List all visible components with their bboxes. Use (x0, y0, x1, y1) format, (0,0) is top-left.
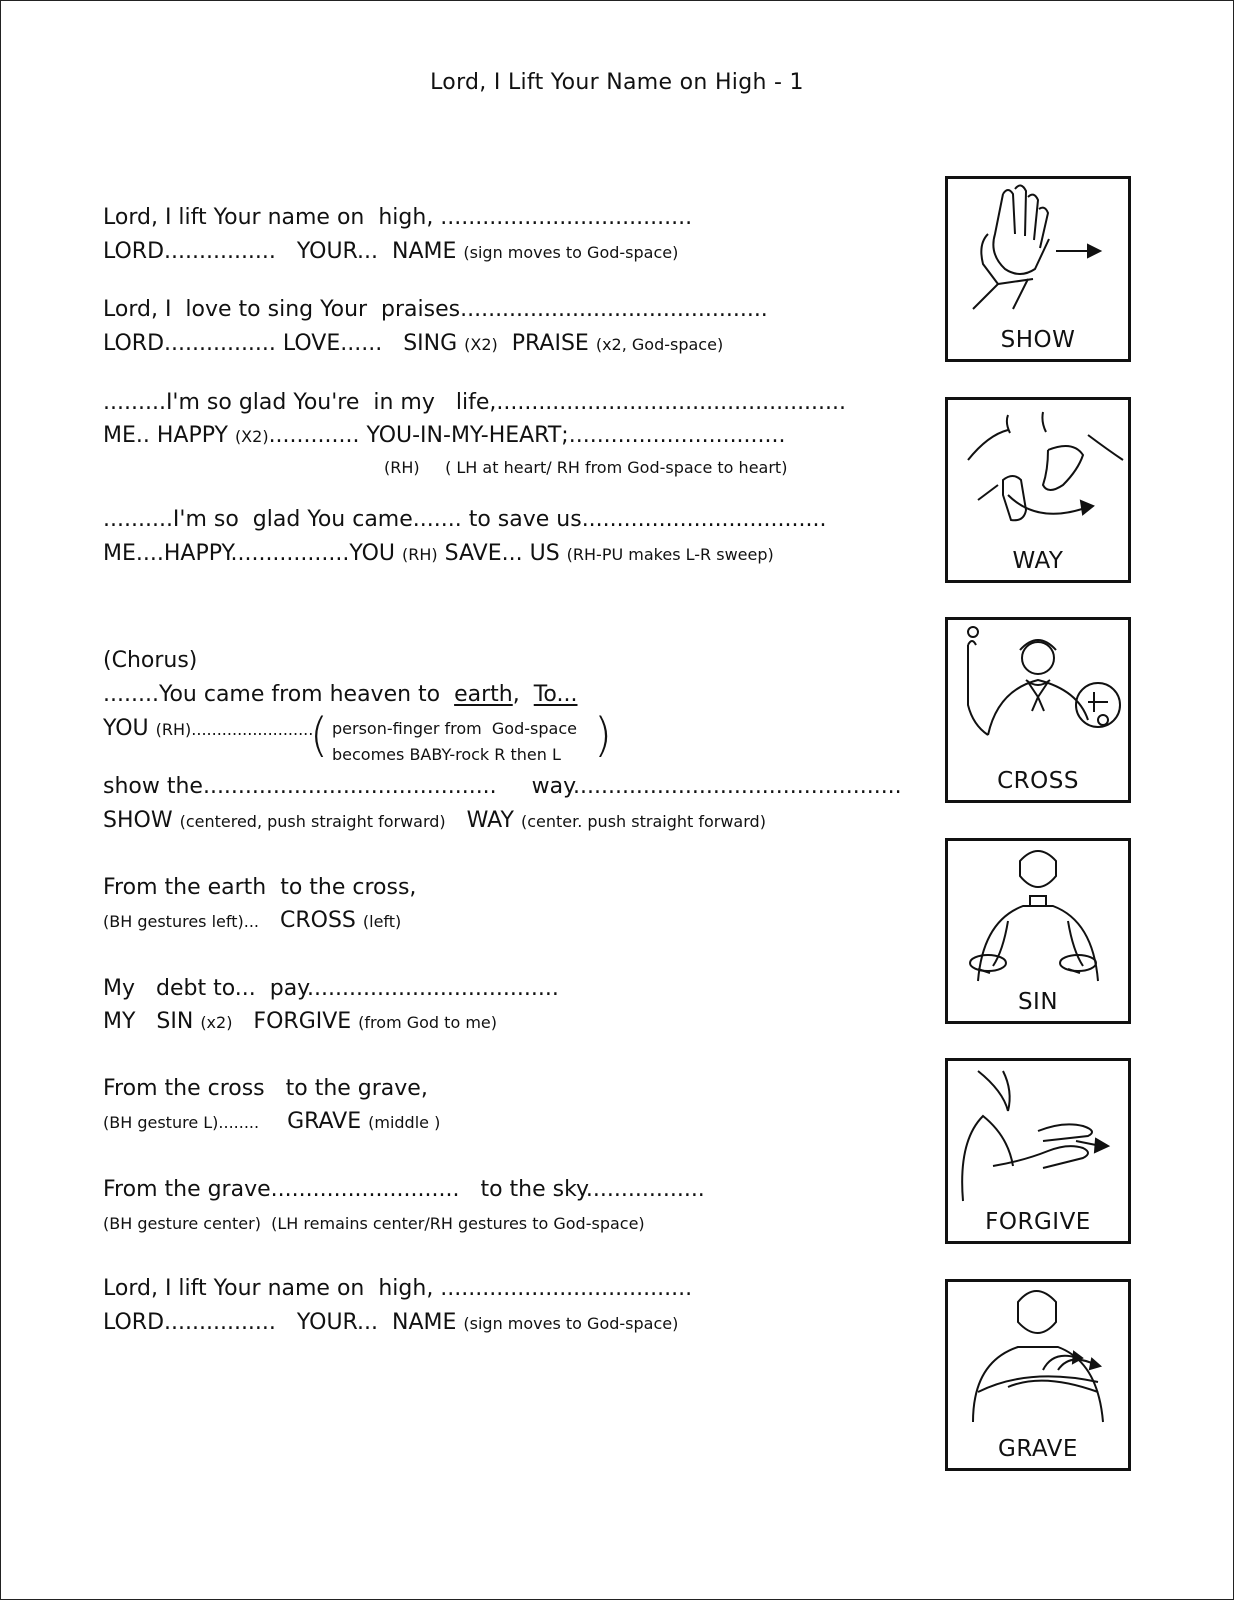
sign-note: (RH) ( LH at heart/ RH from God-space to heart) (384, 458, 788, 477)
lyric-line: Lord, I lift Your name on high, .................................... (103, 1276, 693, 1301)
sign-line: MY SIN (x2) FORGIVE (from God to me) (103, 1009, 497, 1034)
lyric-line: Lord, I lift Your name on high, .................................... (103, 205, 693, 230)
lyric-line: show the.......................................... way............................................... (103, 774, 902, 799)
lyric-line: From the earth to the cross, (103, 875, 417, 900)
sign-line: SHOW (centered, push straight forward) WAY (center. push straight forward) (103, 808, 766, 833)
page-title: Lord, I Lift Your Name on High - 1 (430, 70, 804, 95)
open-paren: ( (310, 708, 328, 762)
sign-line: LORD................ LOVE...... SING (X2) PRAISE (x2, God-space) (103, 331, 724, 356)
chorus-heading: (Chorus) (103, 648, 198, 673)
sign-label: GRAVE (998, 1436, 1078, 1462)
sign-note: becomes BABY-rock R then L (332, 745, 561, 764)
show-hand-illustration (948, 179, 1128, 329)
lyric-line: From the cross to the grave, (103, 1076, 428, 1101)
lyric-line: ........You came from heaven to earth, To... (103, 682, 578, 707)
sign-note: (BH gesture center) (LH remains center/RH gestures to God-space) (103, 1214, 645, 1233)
grave-signer-illustration (948, 1282, 1128, 1432)
sign-label: CROSS (997, 768, 1079, 794)
sign-card-sin (945, 838, 1131, 1024)
lyric-line: Lord, I love to sing Your praises............................................ (103, 297, 768, 322)
cross-signer-illustration (948, 620, 1128, 770)
sign-line: YOU (RH)........................ (103, 716, 314, 741)
sign-label: WAY (1012, 548, 1064, 574)
sign-line: (BH gesture L)........ GRAVE (middle ) (103, 1109, 441, 1134)
sign-card-cross (945, 617, 1131, 803)
sign-line: ME.. HAPPY (X2)............. YOU-IN-MY-HEART;............................... (103, 423, 786, 448)
sign-label: SIN (1017, 989, 1059, 1015)
lyric-line: My debt to... pay.................................... (103, 976, 559, 1001)
sign-label: FORGIVE (985, 1209, 1091, 1235)
sign-card-grave (945, 1279, 1131, 1471)
close-paren: ) (594, 708, 612, 762)
sign-line: ME....HAPPY.................YOU (RH) SAVE... US (RH-PU makes L-R sweep) (103, 541, 774, 566)
lyric-line: ..........I'm so glad You came....... to save us................................... (103, 507, 827, 532)
sign-line: LORD................ YOUR... NAME (sign moves to God-space) (103, 239, 679, 264)
sign-line: LORD................ YOUR... NAME (sign moves to God-space) (103, 1310, 679, 1335)
forgive-hands-illustration (948, 1061, 1128, 1211)
lyric-line: .........I'm so glad You're in my life,.................................................. (103, 390, 847, 415)
sign-card-forgive (945, 1058, 1131, 1244)
sin-signer-illustration (948, 841, 1128, 991)
sign-note: person-finger from God-space (332, 719, 577, 738)
sign-line: (BH gestures left)... CROSS (left) (103, 908, 402, 933)
sign-card-way (945, 397, 1131, 583)
sign-label: SHOW (1000, 327, 1076, 353)
lyric-line: From the grave........................... to the sky................. (103, 1177, 705, 1202)
way-hands-illustration (948, 400, 1128, 550)
sign-card-show (945, 176, 1131, 362)
